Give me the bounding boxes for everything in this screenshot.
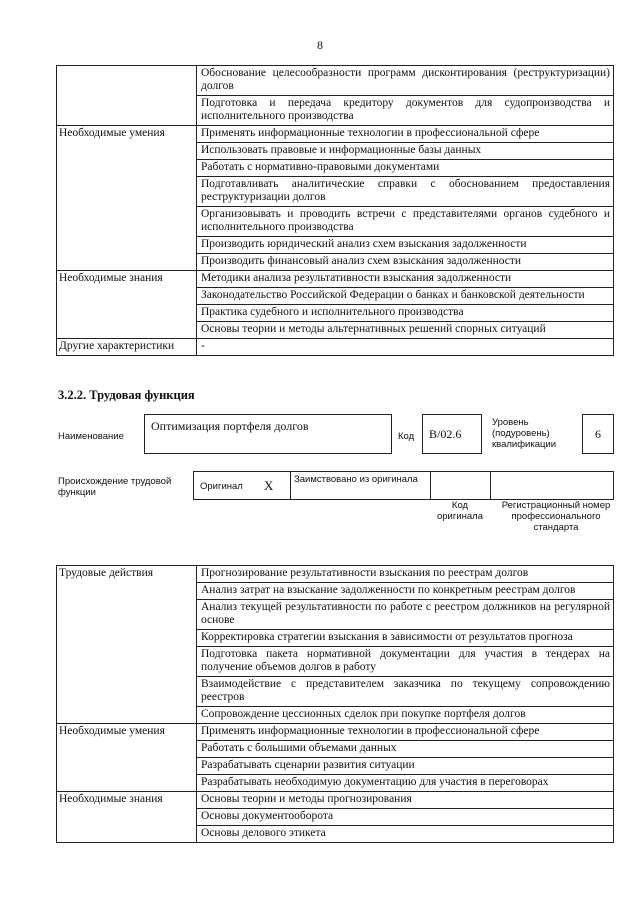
table-cell: Методики анализа результативности взыскания задолженности [197, 271, 614, 288]
row-label-skills: Необходимые умения [57, 724, 197, 792]
level-box [582, 414, 614, 454]
section-heading: 3.2.2. Трудовая функция [58, 388, 195, 402]
borrowed-label: Заимствовано из оригинала [294, 474, 418, 485]
name-value: Оптимизация портфеля долгов [151, 419, 309, 433]
table-cell: - [197, 339, 614, 356]
name-box [144, 414, 392, 454]
table-cell: Практика судебного и исполнительного производства [197, 305, 614, 322]
table-cell: Производить юридический анализ схем взыскания задолженности [197, 237, 614, 254]
table-cell: Основы теории и методы прогнозирования [197, 792, 614, 809]
table-row [57, 126, 614, 143]
table-cell: Производить финансовый анализ схем взыскания задолженности [197, 254, 614, 271]
table-row [57, 792, 614, 809]
table-row [57, 566, 614, 583]
table-cell: Применять информационные технологии в профессиональной сфере [197, 724, 614, 741]
origin-box [193, 471, 614, 500]
table-cell: Применять информационные технологии в профессиональной сфере [197, 126, 614, 143]
row-label-knowledge: Необходимые знания [57, 271, 197, 339]
code-caption: Код оригинала [436, 500, 483, 522]
divider [490, 472, 491, 499]
table-cell: Работать с большими объемами данных [197, 741, 614, 758]
table-cell: Подготавливать аналитические справки с обоснованием предоставления реструктуризации долгов [197, 177, 614, 207]
table-cell: Взаимодействие с представителем заказчика по текущему сопровождению реестров [197, 677, 614, 707]
original-label: Оригинал [200, 481, 243, 492]
table-cell: Законодательство Российской Федерации о банках и банковской деятельности [197, 288, 614, 305]
name-label: Наименование [58, 431, 124, 442]
table-cell: Разрабатывать сценарии развития ситуации [197, 758, 614, 775]
table-cell: Организовывать и проводить встречи с представителями органов судебного и исполнительного производства [197, 207, 614, 237]
table-cell: Основы теории и методы альтернативных решений спорных ситуаций [197, 322, 614, 339]
table-cell: Подготовка и передача кредитору документов для судопроизводства и исполнительного производства [197, 96, 614, 126]
table-cell: Сопровождение цессионных сделок при покупке портфеля долгов [197, 707, 614, 724]
table-cell: Прогнозирование результативности взыскания по реестрам долгов [197, 566, 614, 583]
table-cell: Работать с нормативно-правовыми документами [197, 160, 614, 177]
row-label-skills: Необходимые умения [57, 126, 197, 271]
code-value: B/02.6 [429, 427, 462, 441]
row-label-actions: Трудовые действия [57, 566, 197, 724]
origin-label: Происхождение трудовой функции [58, 476, 172, 498]
table-cell: Корректировка стратегии взыскания в зависимости от результатов прогноза [197, 630, 614, 647]
row-label [57, 66, 197, 126]
table-cell: Основы делового этикета [197, 826, 614, 843]
table-cell: Основы документооборота [197, 809, 614, 826]
table-cell: Анализ затрат на взыскание задолженности по конкретным реестрам долгов [197, 583, 614, 600]
table-row [57, 271, 614, 288]
level-value: 6 [595, 427, 601, 441]
row-label-other: Другие характеристики [57, 339, 197, 356]
level-label: Уровень (подуровень) квалификации [492, 417, 557, 450]
reg-caption: Регистрационный номер профессионального стандарта [501, 500, 611, 533]
original-mark: X [264, 478, 274, 493]
skills-table-continued [56, 65, 614, 356]
table-row [57, 339, 614, 356]
table-row [57, 724, 614, 741]
code-box [422, 414, 482, 454]
page-number: 8 [317, 38, 323, 52]
table-cell: Использовать правовые и информационные базы данных [197, 143, 614, 160]
divider [290, 472, 291, 499]
table-row [57, 66, 614, 96]
table-cell: Подготовка пакета нормативной документации для участия в тендерах на получение объемов долгов в работу [197, 647, 614, 677]
row-label-knowledge: Необходимые знания [57, 792, 197, 843]
table-cell: Разрабатывать необходимую документацию для участия в переговорах [197, 775, 614, 792]
divider [430, 472, 431, 499]
table-cell: Анализ текущей результативности по работе с реестром должников на регулярной основе [197, 600, 614, 630]
code-label: Код [398, 431, 415, 442]
labor-function-table [56, 565, 614, 843]
table-cell: Обоснование целесообразности программ дисконтирования (реструктуризации) долгов [197, 66, 614, 96]
